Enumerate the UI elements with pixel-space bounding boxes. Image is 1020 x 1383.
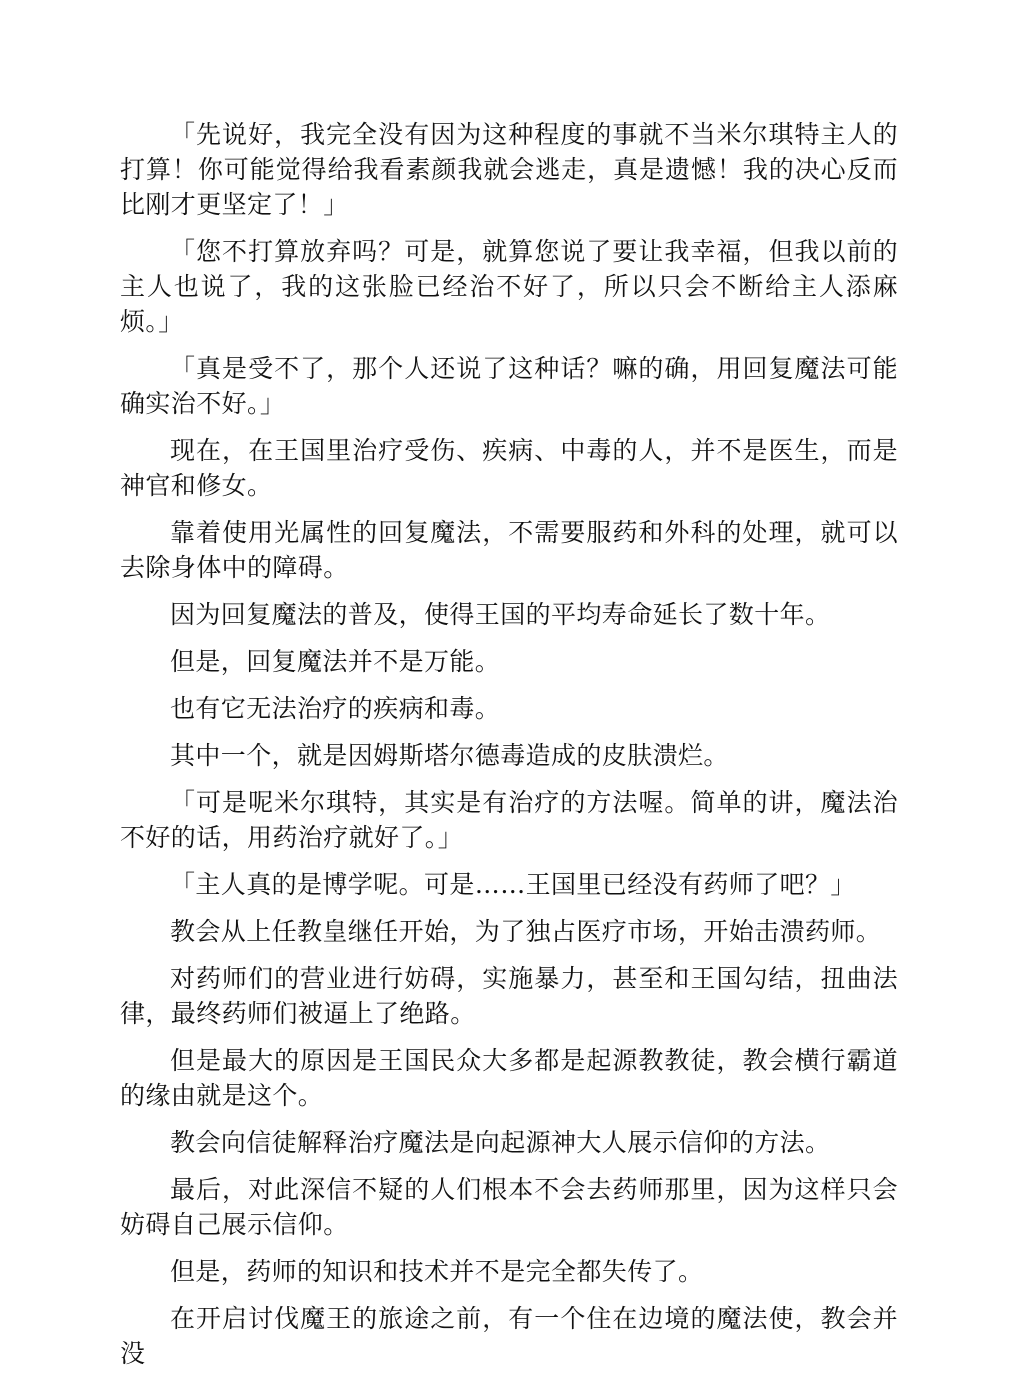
paragraph: 最后，对此深信不疑的人们根本不会去药师那里，因为这样只会妨碍自己展示信仰。 [120, 1175, 898, 1239]
paragraph: 「可是呢米尔琪特，其实是有治疗的方法喔。简单的讲，魔法治不好的话，用药治疗就好了。」 [120, 788, 898, 852]
paragraph: 但是，药师的知识和技术并不是完全都失传了。 [170, 1257, 704, 1286]
paragraph: 在开启讨伐魔王的旅途之前，有一个住在边境的魔法使，教会并没 [120, 1304, 898, 1368]
paragraph: 靠着使用光属性的回复魔法，不需要服药和外科的处理，就可以去除身体中的障碍。 [120, 518, 898, 582]
paragraph: 但是最大的原因是王国民众大多都是起源教教徒，教会横行霸道的缘由就是这个。 [120, 1046, 898, 1110]
paragraph: 「主人真的是博学呢。可是……王国里已经没有药师了吧？」 [170, 870, 856, 899]
paragraph: 也有它无法治疗的疾病和毒。 [170, 694, 501, 723]
paragraph: 因为回复魔法的普及，使得王国的平均寿命延长了数十年。 [170, 600, 831, 629]
paragraph: 教会从上任教皇继任开始，为了独占医疗市场，开始击溃药师。 [170, 917, 882, 946]
paragraph: 「真是受不了，那个人还说了这种话？嘛的确，用回复魔法可能确实治不好。」 [120, 354, 898, 418]
paragraph: 对药师们的营业进行妨碍，实施暴力，甚至和王国勾结，扭曲法律，最终药师们被逼上了绝路。 [120, 964, 898, 1028]
document-page [120, 117, 898, 1383]
paragraph: 教会向信徒解释治疗魔法是向起源神大人展示信仰的方法。 [170, 1128, 831, 1157]
paragraph: 「您不打算放弃吗？可是，就算您说了要让我幸福，但我以前的主人也说了，我的这张脸已经治不好了，所以只会不断给主人添麻烦。」 [120, 237, 898, 336]
paragraph: 「先说好，我完全没有因为这种程度的事就不当米尔琪特主人的打算！你可能觉得给我看素颜我就会逃走，真是遗憾！我的决心反而比刚才更坚定了！」 [120, 120, 898, 219]
paragraph: 现在，在王国里治疗受伤、疾病、中毒的人，并不是医生，而是神官和修女。 [120, 436, 898, 500]
paragraph: 其中一个，就是因姆斯塔尔德毒造成的皮肤溃烂。 [170, 741, 729, 770]
paragraph: 但是，回复魔法并不是万能。 [170, 647, 501, 676]
